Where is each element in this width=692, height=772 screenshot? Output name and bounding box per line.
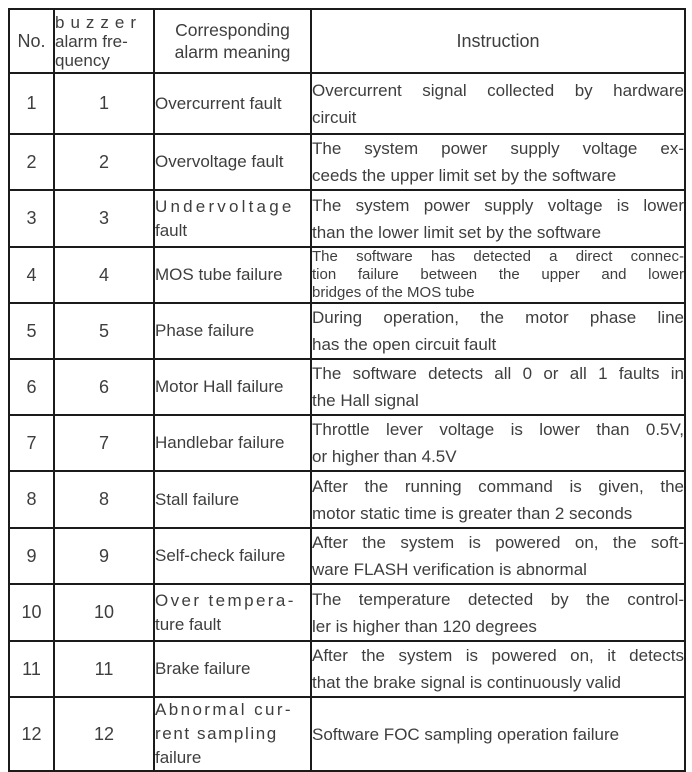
text-line: After the running command is given, the (312, 476, 684, 496)
cell-alarm-meaning (154, 303, 311, 359)
manual-page (8, 8, 686, 772)
cell-instruction (311, 247, 685, 303)
text-line: Self-check failure (155, 546, 286, 565)
cell-alarm-meaning (154, 528, 311, 584)
cell-buzzer-frequency: 12 (54, 697, 154, 771)
text-line: Abnormal cur- (155, 700, 293, 719)
table-row (9, 697, 685, 771)
cell-buzzer-frequency: 9 (54, 528, 154, 584)
table-row (9, 528, 685, 584)
cell-no: 1 (9, 73, 54, 134)
cell-instruction (311, 415, 685, 471)
text-line: Software FOC sampling operation failure (312, 724, 620, 744)
text-line: Throttle lever voltage is lower than 0.5V, (312, 420, 684, 439)
cell-no: 8 (9, 471, 54, 528)
text-line: Overcurrent fault (155, 93, 282, 113)
text-line: bridges of the MOS tube (312, 284, 475, 301)
cell-no: 2 (9, 134, 54, 190)
text-line: or higher than 4.5V (312, 447, 457, 466)
cell-alarm-meaning (154, 584, 311, 641)
text-line: quency (55, 50, 110, 70)
text-line: ware FLASH verification is abnormal (312, 560, 587, 579)
text-line: motor static time is greater than 2 seconds (312, 503, 633, 523)
cell-alarm-meaning (154, 471, 311, 528)
text-line: During operation, the motor phase line (312, 308, 684, 327)
cell-buzzer-frequency: 3 (54, 190, 154, 247)
text-line: circuit (312, 107, 357, 127)
cell-instruction (311, 697, 685, 771)
text-line: Undervoltage (155, 196, 295, 216)
text-line: has the open circuit fault (312, 335, 497, 354)
header-buzzer-frequency (54, 9, 154, 73)
table-row (9, 471, 685, 528)
text-line: The software has detected a direct connec- (312, 248, 684, 265)
text-line: Overcurrent signal collected by hardware (312, 80, 684, 100)
text-line: fault (155, 220, 188, 240)
table-row (9, 415, 685, 471)
text-line: Phase failure (155, 321, 255, 340)
text-line: failure (155, 748, 202, 767)
text-line: Handlebar failure (155, 433, 285, 452)
cell-instruction (311, 471, 685, 528)
text-line: The system power supply voltage ex- (312, 139, 684, 158)
cell-buzzer-frequency: 4 (54, 247, 154, 303)
text-line: After the system is powered on, it detects (312, 646, 684, 665)
table-body (9, 73, 685, 771)
table-row (9, 247, 685, 303)
cell-alarm-meaning (154, 697, 311, 771)
text-line: The system power supply voltage is lower (312, 195, 684, 215)
cell-buzzer-frequency: 7 (54, 415, 154, 471)
text-line: ceeds the upper limit set by the software (312, 166, 617, 185)
table-row (9, 584, 685, 641)
alarm-code-table (8, 8, 686, 772)
text-line: ture fault (155, 614, 222, 634)
table-row (9, 303, 685, 359)
cell-instruction (311, 303, 685, 359)
text-line: tion failure between the upper and lower (312, 266, 684, 283)
text-line: the Hall signal (312, 391, 419, 410)
cell-alarm-meaning (154, 415, 311, 471)
text-line: ler is higher than 120 degrees (312, 616, 537, 636)
table-row (9, 73, 685, 134)
text-line: After the system is powered on, the soft- (312, 533, 684, 552)
cell-buzzer-frequency: 1 (54, 73, 154, 134)
text-line: rent sampling (155, 724, 278, 743)
cell-instruction (311, 73, 685, 134)
text-line: alarm fre- (55, 31, 128, 51)
table-row (9, 134, 685, 190)
header-instruction: Instruction (311, 9, 685, 73)
cell-buzzer-frequency: 6 (54, 359, 154, 415)
text-line: Stall failure (155, 489, 240, 509)
text-line: than the lower limit set by the software (312, 222, 602, 242)
cell-alarm-meaning (154, 359, 311, 415)
cell-no: 9 (9, 528, 54, 584)
cell-alarm-meaning (154, 641, 311, 697)
cell-no: 4 (9, 247, 54, 303)
cell-instruction (311, 641, 685, 697)
cell-instruction (311, 528, 685, 584)
text-line: that the brake signal is continuously valid (312, 673, 622, 692)
cell-no: 11 (9, 641, 54, 697)
cell-buzzer-frequency: 5 (54, 303, 154, 359)
cell-no: 7 (9, 415, 54, 471)
table-row (9, 641, 685, 697)
text-line: Brake failure (155, 659, 251, 678)
header-alarm-meaning: Corresponding alarm meaning (154, 9, 311, 73)
cell-buzzer-frequency: 8 (54, 471, 154, 528)
cell-alarm-meaning (154, 190, 311, 247)
cell-no: 6 (9, 359, 54, 415)
cell-instruction (311, 584, 685, 641)
cell-no: 12 (9, 697, 54, 771)
cell-buzzer-frequency: 2 (54, 134, 154, 190)
text-line: Motor Hall failure (155, 377, 284, 396)
cell-instruction (311, 134, 685, 190)
cell-no: 3 (9, 190, 54, 247)
cell-buzzer-frequency: 10 (54, 584, 154, 641)
table-row (9, 190, 685, 247)
text-line: buzzer (55, 12, 143, 32)
cell-alarm-meaning (154, 134, 311, 190)
cell-alarm-meaning (154, 247, 311, 303)
cell-no: 5 (9, 303, 54, 359)
header-no: No. (9, 9, 54, 73)
text-line: Over tempera- (155, 590, 296, 610)
text-line: MOS tube failure (155, 265, 283, 284)
cell-buzzer-frequency: 11 (54, 641, 154, 697)
text-line: The software detects all 0 or all 1 faults in (312, 364, 684, 383)
cell-instruction (311, 359, 685, 415)
text-line: The temperature detected by the control- (312, 589, 684, 609)
cell-alarm-meaning (154, 73, 311, 134)
cell-instruction (311, 190, 685, 247)
cell-no: 10 (9, 584, 54, 641)
table-row (9, 359, 685, 415)
header-row (9, 9, 685, 73)
text-line: Overvoltage fault (155, 152, 284, 171)
